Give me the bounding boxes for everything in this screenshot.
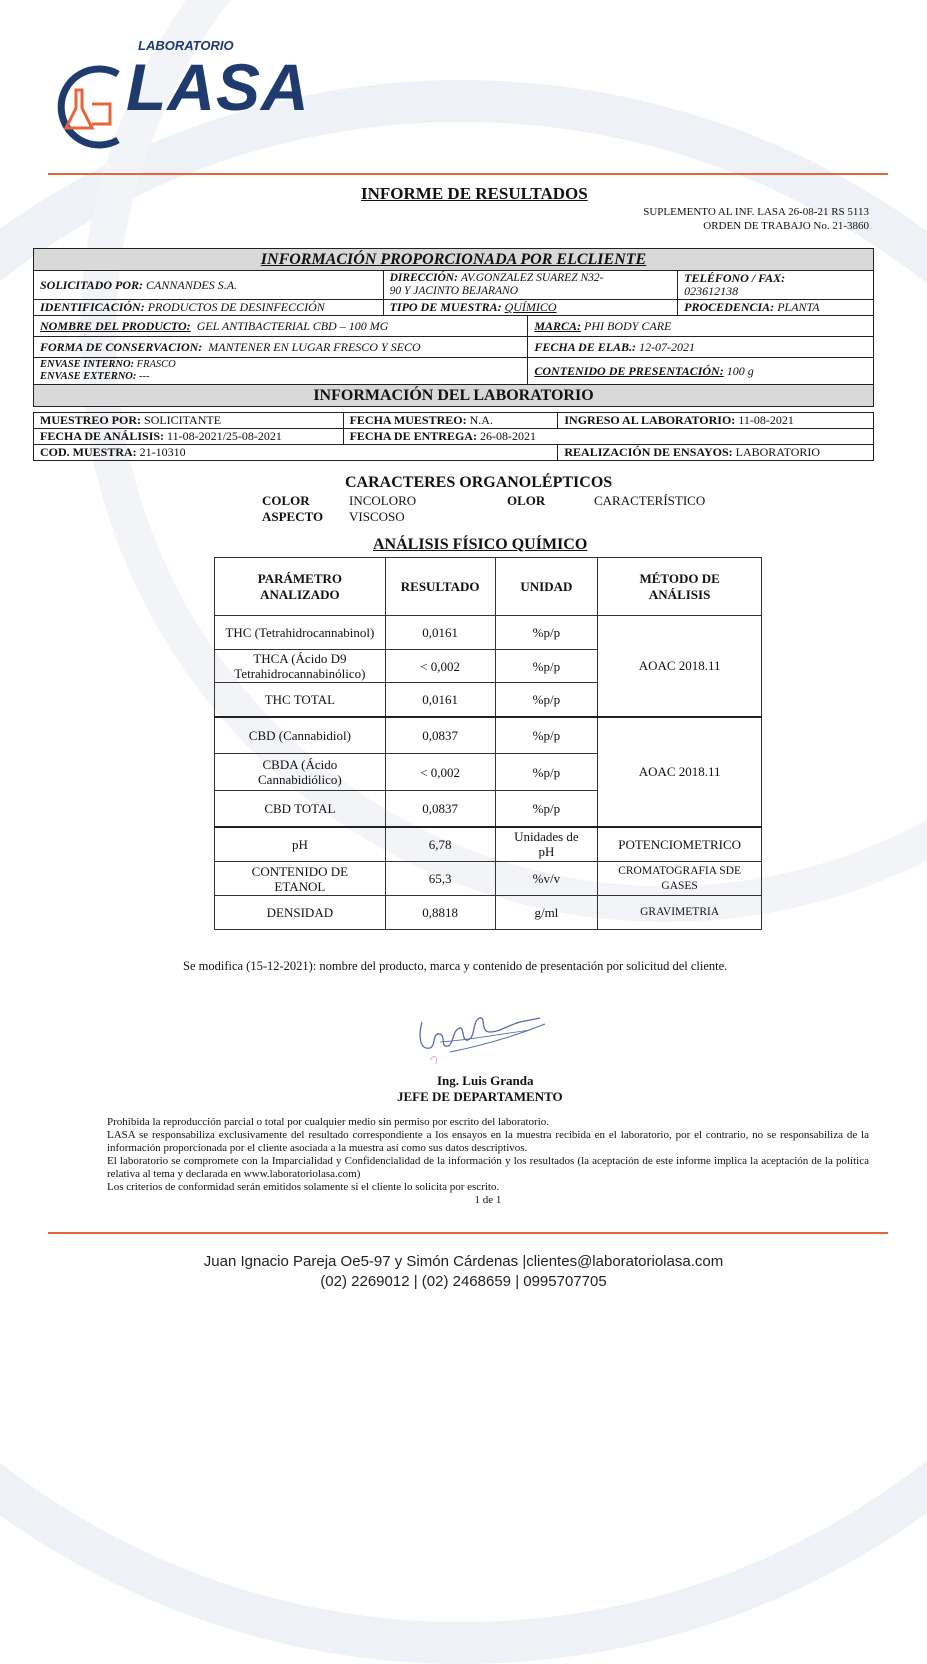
legal-notice (107, 1116, 869, 1207)
method-cell: AOAC 2018.11 (598, 616, 762, 717)
param-cell: CBD TOTAL (215, 791, 386, 827)
client-info-heading: INFORMACIÓN PROPORCIONADA POR ELCLIENTE (34, 249, 874, 271)
footer-address: Juan Ignacio Pareja Oe5-97 y Simón Cárdenas |clientes@laboratoriolasa.com (203, 1253, 724, 1270)
work-order: ORDEN DE TRABAJO No. 21-3860 (703, 220, 869, 232)
param-cell: CBD (Cannabidiol) (215, 717, 386, 754)
result-cell: < 0,002 (385, 754, 495, 791)
method-cell: POTENCIOMETRICO (598, 827, 762, 862)
aspect-label: ASPECTO (262, 509, 324, 524)
flask-icon (48, 60, 128, 150)
sample-code-cell: COD. MUESTRA: 21-10310 (34, 445, 558, 461)
result-cell: 0,0161 (385, 683, 495, 717)
signature-image (410, 1002, 550, 1072)
result-cell: < 0,002 (385, 650, 495, 683)
result-cell: 0,0161 (385, 616, 495, 650)
storage-cell: FORMA DE CONSERVACION: MANTENER EN LUGAR FRESCO Y SECO (34, 337, 528, 358)
column-header: MÉTODO DE ANÁLISIS (598, 558, 762, 616)
unit-cell: g/ml (495, 896, 598, 930)
signer-name: Ing. Luis Granda (437, 1073, 534, 1088)
footer-phones: (02) 2269012 | (02) 2468659 | 0995707705 (320, 1273, 607, 1290)
unit-cell: %p/p (495, 683, 598, 717)
footer-divider (48, 1232, 888, 1234)
logo-laboratorio-text: LABORATORIO (138, 38, 234, 53)
lab-info-table (33, 412, 874, 461)
method-cell: GRAVIMETRIA (598, 896, 762, 930)
odor-value: CARACTERÍSTICO (594, 493, 706, 508)
report-title: INFORME DE RESULTADOS (361, 184, 588, 203)
analysis-date-cell: FECHA DE ANÁLISIS: 11-08-2021/25-08-2021 (34, 429, 344, 445)
table-row (215, 717, 762, 754)
result-cell: 0,8818 (385, 896, 495, 930)
unit-cell: %p/p (495, 791, 598, 827)
information-table (33, 248, 874, 407)
unit-cell: Unidades de pH (495, 827, 598, 862)
phone-cell: TELÉFONO / FAX: 023612138 (678, 271, 874, 300)
result-cell: 65,3 (385, 862, 495, 896)
param-cell: DENSIDAD (215, 896, 386, 930)
param-cell: pH (215, 827, 386, 862)
sampling-date-cell: FECHA MUESTREO: N.A. (343, 413, 558, 429)
entry-date-cell: INGRESO AL LABORATORIO: 11-08-2021 (558, 413, 874, 429)
color-value: INCOLORO (349, 493, 417, 508)
tests-cell: REALIZACIÓN DE ENSAYOS: LABORATORIO (558, 445, 874, 461)
method-cell: CROMATOGRAFIA SDE GASES (598, 862, 762, 896)
table-row (215, 616, 762, 650)
legal-line: LASA se responsabiliza exclusivamente del resultado correspondiente a los ensayos en la muestra recibida en el laboratorio, por el contrario, no se responsabiliza de la información proporcionada por el cliente asociada a la muestra así como sus datos descriptivos. (107, 1129, 869, 1154)
table-row (215, 862, 762, 896)
manufacture-date-cell: FECHA DE ELAB.: 12-07-2021 (528, 337, 874, 358)
header-divider (48, 173, 888, 175)
sampling-cell: MUESTREO POR: SOLICITANTE (34, 413, 344, 429)
param-cell: CONTENIDO DE ETANOL (215, 862, 386, 896)
result-cell: 6,78 (385, 827, 495, 862)
param-cell: THCA (Ácido D9 Tetrahidrocannabinólico) (215, 650, 386, 683)
method-cell: AOAC 2018.11 (598, 717, 762, 827)
supplement-ref: SUPLEMENTO AL INF. LASA 26-08-21 RS 5113 (643, 206, 869, 218)
legal-line: Los criterios de conformidad serán emitidos solamente si el cliente lo solicita por escrito. (107, 1181, 500, 1193)
logo-lasa-text: LASA (126, 50, 310, 124)
legal-line: El laboratorio se compromete con la Imparcialidad y Confidencialidad de la información y los resultados (la aceptación de este informe implica la aceptación de la política relativa al tema y declarada en www.laboratoriolasa.com) (107, 1155, 869, 1180)
param-cell: THC TOTAL (215, 683, 386, 717)
unit-cell: %p/p (495, 650, 598, 683)
column-header: RESULTADO (385, 558, 495, 616)
delivery-date-cell: FECHA DE ENTREGA: 26-08-2021 (343, 429, 873, 445)
table-row (215, 896, 762, 930)
results-table (214, 557, 762, 930)
param-cell: THC (Tetrahidrocannabinol) (215, 616, 386, 650)
unit-cell: %p/p (495, 717, 598, 754)
color-label: COLOR (262, 493, 310, 508)
organoleptic-heading: CARACTERES ORGANOLÉPTICOS (345, 474, 613, 491)
sample-type-cell: TIPO DE MUESTRA: QUÍMICO (383, 300, 678, 316)
unit-cell: %p/p (495, 616, 598, 650)
lab-info-heading: INFORMACIÓN DEL LABORATORIO (34, 385, 874, 407)
brand-cell: MARCA: PHI BODY CARE (528, 316, 874, 337)
unit-cell: %v/v (495, 862, 598, 896)
result-cell: 0,0837 (385, 717, 495, 754)
product-name-cell: NOMBRE DEL PRODUCTO: GEL ANTIBACTERIAL CBD – 100 MG (34, 316, 528, 337)
table-row (215, 827, 762, 862)
identification-cell: IDENTIFICACIÓN: PRODUCTOS DE DESINFECCIÓN (34, 300, 384, 316)
lab-logo (48, 38, 348, 158)
legal-line: Prohibida la reproducción parcial o total por cualquier medio sin permiso por escrito del laboratorio. (107, 1116, 550, 1128)
odor-label: OLOR (507, 493, 546, 508)
signer-title: JEFE DE DEPARTAMENTO (397, 1089, 563, 1104)
param-cell: CBDA (Ácido Cannabidiólico) (215, 754, 386, 791)
analysis-heading: ANÁLISIS FÍSICO QUÍMICO (373, 536, 588, 553)
result-cell: 0,0837 (385, 791, 495, 827)
packaging-cell: ENVASE INTERNO: FRASCO ENVASE EXTERNO: --- (34, 358, 528, 385)
requested-by-cell: SOLICITADO POR: CANNANDES S.A. (34, 271, 384, 300)
unit-cell: %p/p (495, 754, 598, 791)
modification-note: Se modifica (15-12-2021): nombre del producto, marca y contenido de presentación por solicitud del cliente. (183, 959, 728, 973)
aspect-value: VISCOSO (349, 509, 405, 524)
address-cell: DIRECCIÓN: AV.GONZALEZ SUAREZ N32- 90 Y JACINTO BEJARANO (383, 271, 678, 300)
column-header: UNIDAD (495, 558, 598, 616)
origin-cell: PROCEDENCIA: PLANTA (678, 300, 874, 316)
column-header: PARÁMETRO ANALIZADO (215, 558, 386, 616)
page-number: 1 de 1 (474, 1194, 502, 1206)
content-cell: CONTENIDO DE PRESENTACIÓN: 100 g (528, 358, 874, 385)
